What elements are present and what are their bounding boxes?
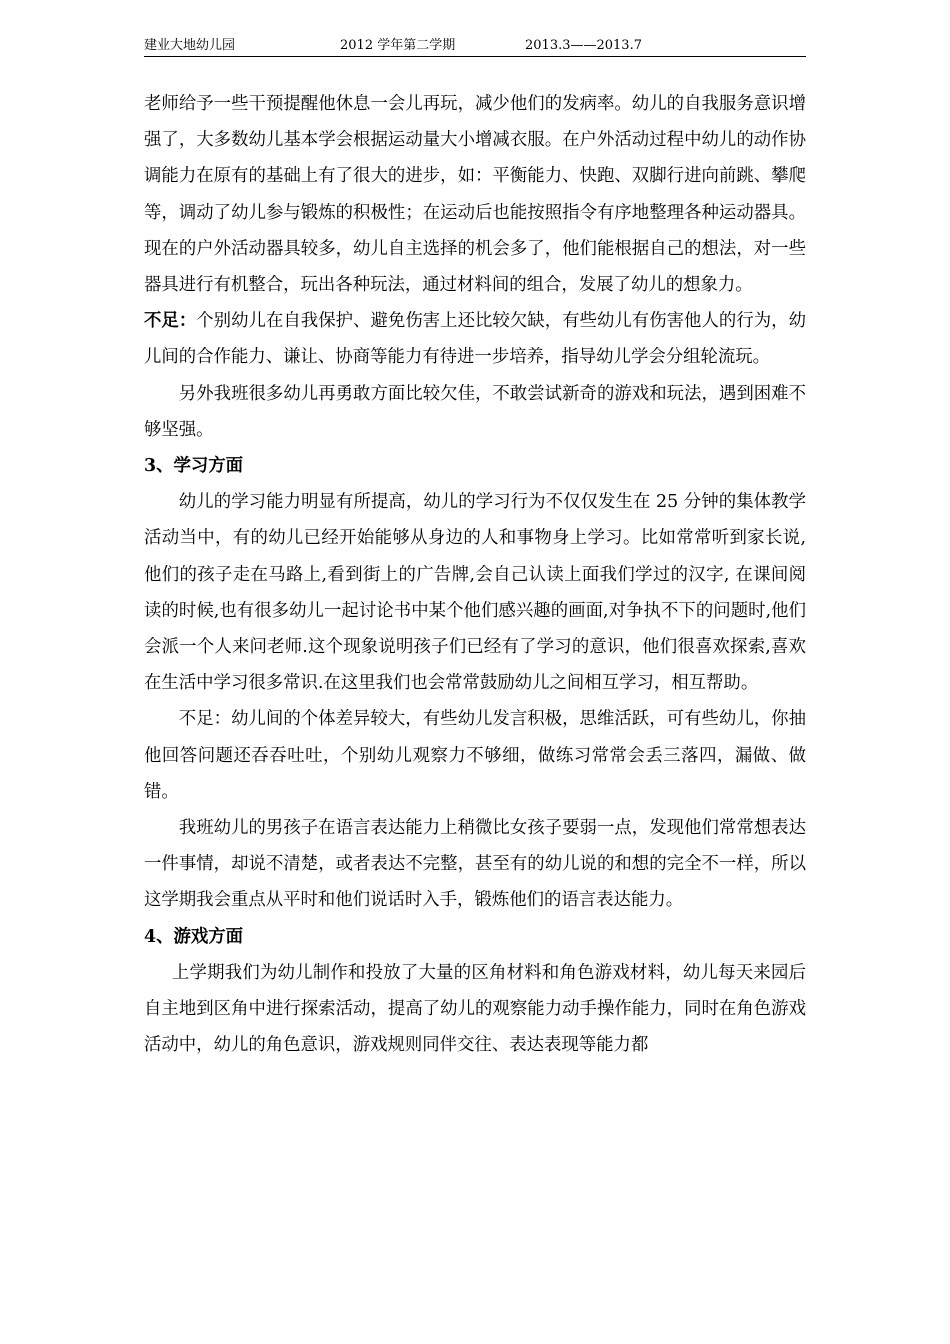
paragraph-learning-shortcomings: 不足：幼儿间的个体差异较大，有些幼儿发言积极，思维活跃，可有些幼儿，你抽他回答问题还吞吞吐吐，个别幼儿观察力不够细，做练习常常会丢三落四，漏做、做错。 [144,709,806,802]
header-term: 2012 学年第二学期 [340,38,456,53]
header-school-name: 建业大地幼儿园 [144,38,236,53]
section-heading-learning: 3、学习方面 [144,456,244,477]
shortcomings-label: 不足： [144,311,197,332]
document-body [144,86,806,1063]
paragraph-exercise-summary: 老师给予一些干预提醒他休息一会儿再玩，减少他们的发病率。幼儿的自我服务意识增强了，大多数幼儿基本学会根据运动量大小增减衣服。在户外活动过程中幼儿的动作协调能力在原有的基础上有了很大的进步，如：平衡能力、快跑、双脚行进向前跳、攀爬等，调动了幼儿参与锻炼的积极性；在运动后也能按照指令有序地整理各种运动器具。现在的户外活动器具较多，幼儿自主选择的机会多了，他们能根据自己的想法，对一些器具进行有机整合，玩出各种玩法，通过材料间的组合，发展了幼儿的想象力。 [144,94,806,296]
paragraph-learning: 幼儿的学习能力明显有所提高，幼儿的学习行为不仅仅发生在 25 分钟的集体教学活动当中，有的幼儿已经开始能够从身边的人和事物身上学习。比如常常听到家长说,他们的孩子走在马路上,看到街上的广告牌,会自己认读上面我们学过的汉字, 在课间阅读的时候,也有很多幼儿一起讨论书中某个他们感兴趣的画面,对争执不下的问题时,他们会派一个人来问老师.这个现象说明孩子们已经有了学习的意识，他们很喜欢探索,喜欢在生活中学习很多常识.在这里我们也会常常鼓励幼儿之间相互学习，相互帮助。 [144,492,806,694]
section-heading-games: 4、游戏方面 [144,926,244,947]
page-header [144,36,806,57]
paragraph-exercise-shortcomings [144,303,806,375]
paragraph-language: 我班幼儿的男孩子在语言表达能力上稍微比女孩子要弱一点，发现他们常常想表达一件事情，却说不清楚，或者表达不完整，甚至有的幼儿说的和想的完全不一样，所以这学期我会重点从平时和他们说话时入手，锻炼他们的语言表达能力。 [144,818,806,911]
shortcomings-text: 个别幼儿在自我保护、避免伤害上还比较欠缺，有些幼儿有伤害他人的行为，幼儿间的合作能力、谦让、协商等能力有待进一步培养，指导幼儿学会分组轮流玩。 [144,311,806,368]
paragraph-courage: 另外我班很多幼儿再勇敢方面比较欠佳，不敢尝试新奇的游戏和玩法，遇到困难不够坚强。 [144,383,806,440]
paragraph-games: 上学期我们为幼儿制作和投放了大量的区角材料和角色游戏材料，幼儿每天来园后自主地到区角中进行探索活动，提高了幼儿的观察能力动手操作能力，同时在角色游戏活动中，幼儿的角色意识，游戏规则同伴交往、表达表现等能力都 [144,962,806,1056]
header-date-range: 2013.3——2013.7 [525,38,642,53]
